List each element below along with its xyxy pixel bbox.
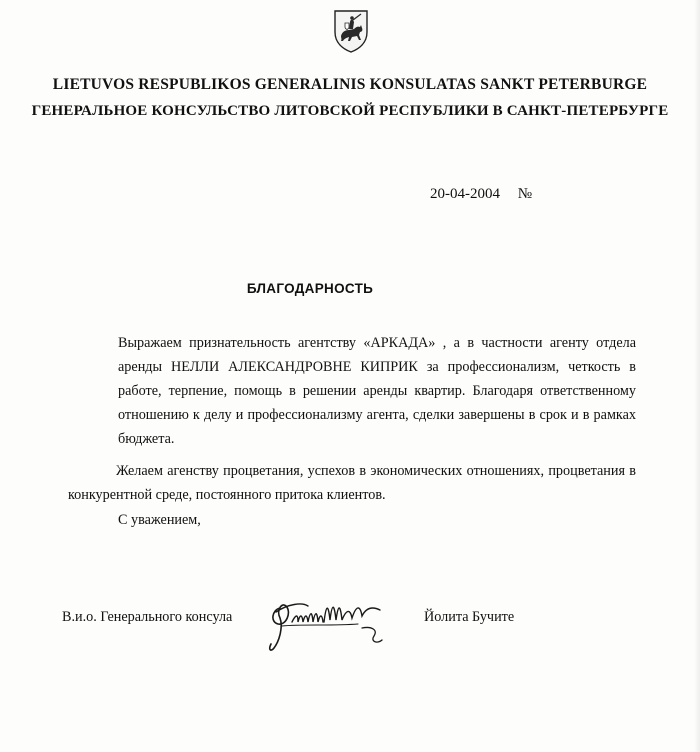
consulate-name-russian: ГЕНЕРАЛЬНОЕ КОНСУЛЬСТВО ЛИТОВСКОЙ РЕСПУБЛИКИ В САНКТ-ПЕТЕРБУРГЕ (31, 103, 669, 119)
letter-paragraph-2: Желаем агенству процветания, успехов в экономических отношениях, процветания в конкурентной среде, постоянного притока клиентов. (68, 463, 636, 503)
consulate-name-lithuanian: LIETUVOS RESPUBLIKOS GENERALINIS KONSULATAS SANKT PETERBURGE (52, 76, 648, 93)
letter-paragraph-1: Выражаем признательность агентству «АРКАДА» , а в частности агенту отдела аренды НЕЛЛИ АЛЕКСАНДРОВНЕ КИПРИК за профессионализм, четкость в работе, терпение, помощь в решении аренды квартир. Благодаря ответственному отношению к делу и профессионализму агента, сделки завершены в срок и в рамках бюджета. (118, 335, 636, 447)
signer-position: В.и.о. Генерального консула (62, 609, 233, 625)
signer-name: Йолита Бучите (424, 609, 515, 625)
coat-of-arms-icon (332, 8, 370, 54)
letter-title: БЛАГОДАРНОСТЬ (246, 281, 374, 296)
letter-closing: С уважением, (118, 512, 201, 528)
handwritten-signature (262, 588, 412, 658)
date-line (430, 186, 532, 203)
document-number-sign: № (517, 186, 533, 202)
letter-date: 20-04-2004 (430, 186, 500, 202)
